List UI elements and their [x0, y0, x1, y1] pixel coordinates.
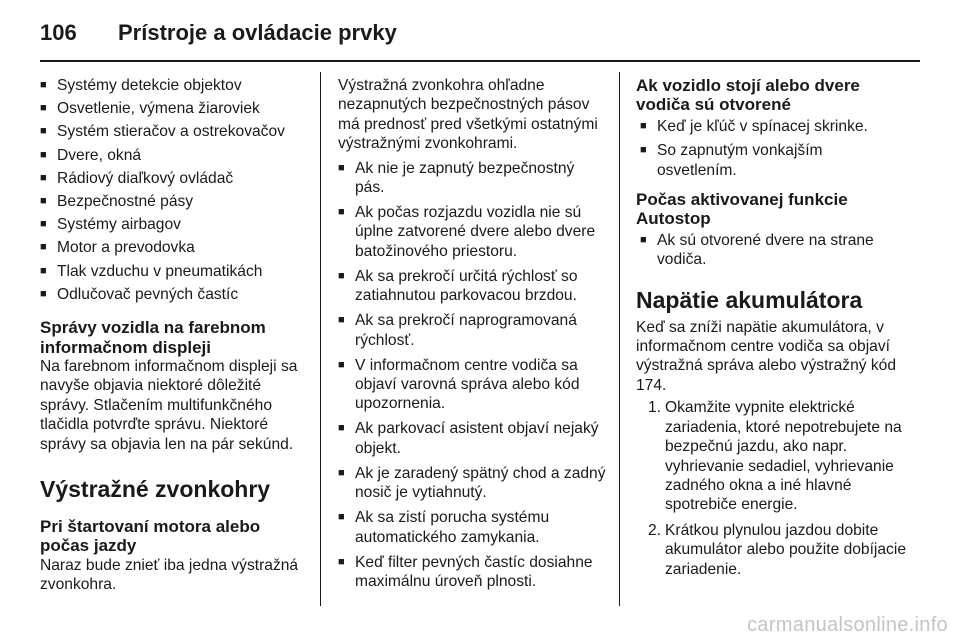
paragraph-battery-voltage: Keď sa zníži napätie akumulátora, v informačnom centre vodiča sa objaví výstražná správa alebo výstražný kód 174.: [636, 318, 897, 394]
page-number: 106: [40, 20, 77, 45]
list-item: ■ Ak je zaradený spätný chod a zadný nosič je vytiahnutý.: [338, 464, 606, 503]
chime-conditions-list: [338, 159, 606, 592]
step-text: Okamžite vypnite elektrické zariadenia, ktoré nepotrebujete na bezpečnú jazdu, ako napr. vyhrievanie sedadiel, vyhrievanie zadného okna a iné hlavné spotrebiče energie.: [665, 399, 902, 514]
list-item: ■ Ak sa prekročí naprogramovaná rýchlosť.: [338, 311, 606, 350]
list-item: ■ So zapnutým vonkajším osvetlením.: [640, 141, 906, 180]
page-header: [40, 16, 920, 64]
heading-battery-voltage: Napätie akumulátora: [636, 286, 863, 313]
list-item: [648, 398, 906, 514]
list-item: ■ Systémy detekcie objektov: [40, 76, 306, 95]
list-item: ■ Bezpečnostné pásy: [40, 192, 306, 211]
list-item: ■ Ak sa prekročí určitá rýchlosť so zatiahnutou parkovacou brzdou.: [338, 267, 606, 306]
list-item: ■ Keď je kľúč v spínacej skrinke.: [640, 117, 906, 136]
autostop-conditions-list: [640, 231, 906, 270]
list-item: ■ Motor a prevodovka: [40, 238, 306, 257]
list-item: ■ Keď filter pevných častíc dosiahne maximálnu úroveň plnosti.: [338, 553, 606, 592]
heading-autostop: Počas aktivovanej funkcie Autostop: [636, 190, 848, 229]
column-middle: [338, 76, 606, 597]
heading-vehicle-messages: Správy vozidla na farebnom informačnom displeji: [40, 318, 266, 357]
list-item: ■ Ak počas rozjazdu vozidla nie sú úplne zatvorené dvere alebo dvere batožinového priestoru.: [338, 203, 606, 261]
list-item: ■ Ak sa zistí porucha systému automatického zamykania.: [338, 508, 606, 547]
step-number: 1.: [648, 399, 662, 417]
paragraph-chime-priority: Výstražná zvonkohra ohľadne nezapnutých bezpečnostných pásov má prednosť pred všetkými ostatnými výstražnými zvonkohrami.: [338, 77, 598, 153]
column-divider-1: [320, 72, 321, 606]
list-item: ■ Rádiový diaľkový ovládač: [40, 169, 306, 188]
step-text: Krátkou plynulou jazdou dobite akumulátor alebo použite dobíjacie zariadenie.: [665, 521, 906, 578]
list-item: ■ Dvere, okná: [40, 146, 306, 165]
list-item: ■ Ak parkovací asistent objaví nejaký objekt.: [338, 419, 606, 458]
list-item: [648, 521, 906, 579]
list-item: ■ Osvetlenie, výmena žiaroviek: [40, 99, 306, 118]
page-title: Prístroje a ovládacie prvky: [118, 20, 397, 45]
column-divider-2: [619, 72, 620, 606]
heading-parked-door-open: Ak vozidlo stojí alebo dvere vodiča sú otvorené: [636, 76, 860, 115]
list-item: ■ Ak nie je zapnutý bezpečnostný pás.: [338, 159, 606, 198]
list-item: ■ Systémy airbagov: [40, 215, 306, 234]
step-number: 2.: [648, 521, 662, 539]
column-left: [40, 76, 306, 595]
column-right: [636, 76, 906, 585]
list-item: ■ Systém stieračov a ostrekovačov: [40, 122, 306, 141]
battery-steps-list: [648, 398, 906, 579]
paragraph-engine-start: Naraz bude znieť iba jedna výstražná zvonkohra.: [40, 556, 299, 594]
topic-list: [40, 76, 306, 304]
paragraph-vehicle-messages: Na farebnom informačnom displeji sa navyše objavia niektoré dôležité správy. Stlačením multifunkčného tlačidla potvrďte správu. Niektoré správy sa objavia len na pár sekúnd.: [40, 358, 298, 453]
heading-warning-chimes: Výstražné zvonkohry: [40, 476, 271, 503]
list-item: ■ V informačnom centre vodiča sa objaví varovná správa alebo kód upozornenia.: [338, 356, 606, 414]
list-item: ■ Ak sú otvorené dvere na strane vodiča.: [640, 231, 906, 270]
parked-conditions-list: [640, 117, 906, 180]
header-divider: [40, 60, 920, 62]
heading-engine-start: Pri štartovaní motora alebo počas jazdy: [40, 517, 261, 556]
list-item: ■ Tlak vzduchu v pneumatikách: [40, 262, 306, 281]
watermark: carmanualsonline.info: [747, 614, 948, 636]
list-item: ■ Odlučovač pevných častíc: [40, 285, 306, 304]
